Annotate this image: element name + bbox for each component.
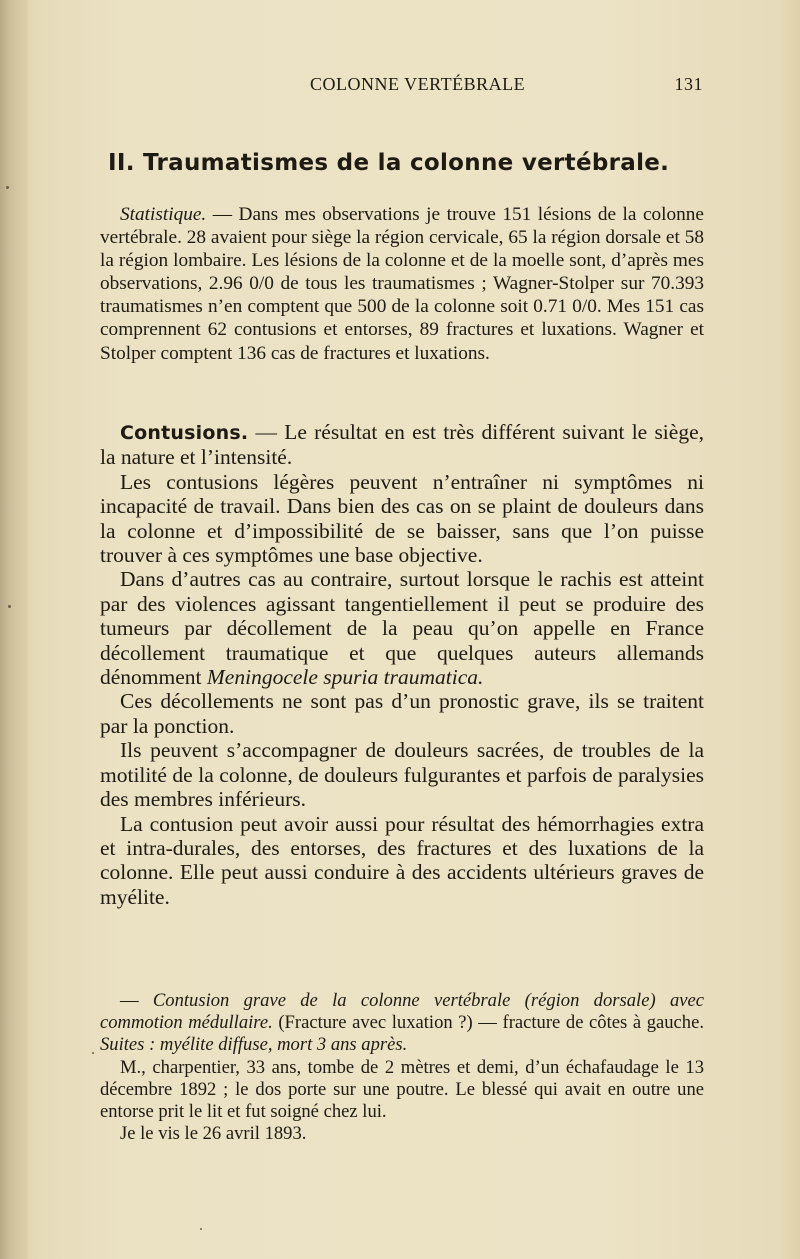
running-title: COLONNE VERTÉBRALE <box>310 74 526 94</box>
contusions-intro-text: — Le résultat en est très différent suivant le siège, la nature et l’intensité. <box>100 420 704 470</box>
observation-title: Contusion grave de la colonne vertébrale (région dorsale) avec commotion médullaire. <box>100 990 704 1034</box>
contusions-paragraph-5: Ils peuvent s’accompagner de douleurs sacrées, de troubles de la motilité de la colonne, de douleurs fulgurantes et parfois de paralysies des membres inférieurs. <box>100 738 704 812</box>
statistique-paragraph <box>100 203 704 365</box>
contusions-paragraph-2: Les contusions légères peuvent n’entraîner ni symptômes ni incapacité de travail. Dans bien des cas on se plaint de douleurs dans la colonne et d’impossibilité de se baisser, sans que l’on puisse trouver à ces symptômes une base objective. <box>100 469 704 568</box>
observation-dash: — <box>120 990 153 1011</box>
meningocele-term: Meningocele spuria traumatica. <box>206 665 484 690</box>
running-head <box>100 74 703 98</box>
ink-speck <box>6 186 9 189</box>
observation-fracture: (Fracture avec luxation ?) — fracture de côtes à gauche. <box>272 1012 704 1034</box>
section-title: II. Traumatismes de la colonne vertébrale. <box>108 150 670 176</box>
contusions-heading: Contusions. <box>120 422 249 444</box>
contusions-paragraph-6: La contusion peut avoir aussi pour résultat des hémorrhagies extra et intra-durales, des entorses, des fractures et des luxations de la colonne. Elle peut aussi conduire à des accidents ultérieurs graves de myélite. <box>100 811 704 909</box>
ink-speck <box>8 605 11 608</box>
observation-visit: Je le vis le 26 avril 1893. <box>120 1123 307 1145</box>
contusions-paragraph-3 <box>100 567 704 689</box>
statistique-lead: Statistique. <box>120 204 207 225</box>
contusions-paragraph-3-text: Dans d’autres cas au contraire, surtout lorsque le rachis est atteint par des violences agissant tangentiellement il peut se produire des tumeurs par décollement de la peau qu’on appelle en France décollement traumatique et que quelques auteurs allemands dénomment <box>100 567 704 690</box>
contusions-intro-paragraph <box>100 420 704 470</box>
page-binding-edge <box>0 0 28 1259</box>
statistique-text: — Dans mes observations je trouve 151 lésions de la colonne vertébrale. 28 avaient pour siège la région cervicale, 65 la région dorsale et 58 la région lombaire. Les lésions de la colonne et de la moelle sont, d’après mes observations, 2.96 0/0 de tous les traumatismes ; Wagner-Stolper sur 70.393 traumatismes n’en comptent que 500 de la colonne soit 0.71 0/0. Mes 151 cas comprennent 62 contusions et entorses, 89 fractures et luxations. Wagner et Stolper comptent 136 cas de fractures et luxations. <box>100 204 704 364</box>
observation-case: M., charpentier, 33 ans, tombe de 2 mètres et demi, d’un échafaudage le 13 décembre 1892 ; le dos porte sur une poutre. Le blessé qui avait en outre une entorse prit le lit et fut soigné chez lui. <box>100 1056 704 1123</box>
contusions-section <box>100 420 704 909</box>
ink-speck <box>92 1052 94 1054</box>
ink-speck <box>200 1228 202 1230</box>
page-number: 131 <box>674 74 703 94</box>
observation-suites: Suites : myélite diffuse, mort 3 ans après. <box>100 1034 408 1056</box>
contusions-paragraph-4: Ces décollements ne sont pas d’un pronostic grave, ils se traitent par la ponction. <box>100 689 704 738</box>
observation-block <box>100 990 704 1145</box>
observation-heading <box>100 990 704 1057</box>
